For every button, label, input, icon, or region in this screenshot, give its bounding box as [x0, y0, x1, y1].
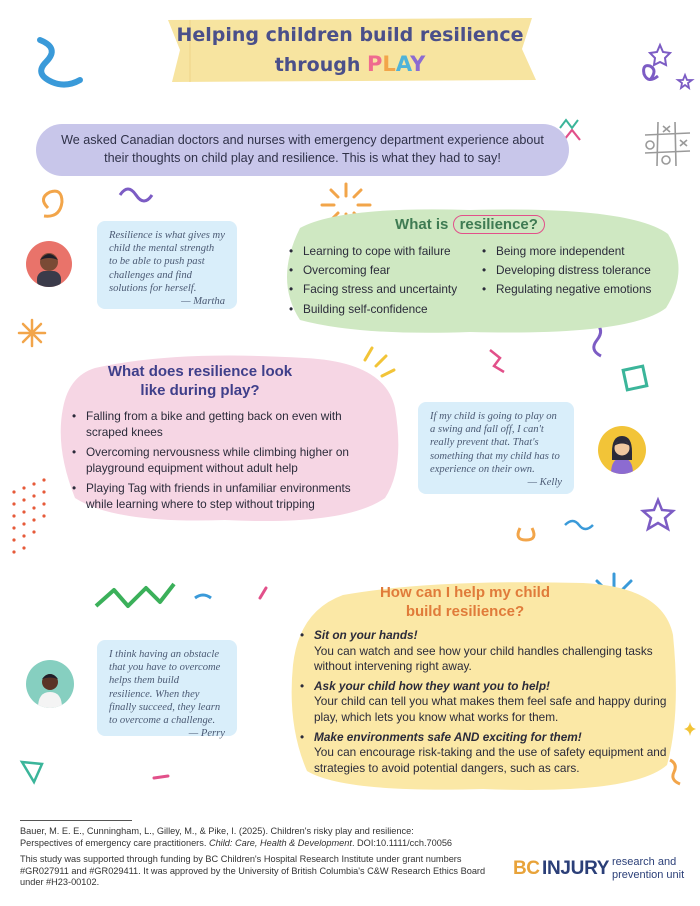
funding-statement: This study was supported through funding by BC Children's Hospital Research Institute under grant numbers #GR027911 and #GR029411. It was approved by the University of British Columbia's C&W Research Ethics Board under #H23-00102. — [20, 854, 486, 888]
help-item-heading: Sit on your hands! — [314, 628, 418, 642]
list-item: • Playing Tag with friends in unfamiliar environments while learning where to step without tripping — [70, 481, 380, 512]
quote-martha-author: — Martha — [181, 296, 225, 308]
list-item — [298, 628, 668, 675]
how-to-help-list — [298, 628, 668, 776]
dash-doodle — [260, 588, 266, 598]
list-item: • Facing stress and uncertainty — [287, 280, 477, 299]
resilience-word: resilience? — [453, 215, 545, 234]
during-play-list — [70, 409, 380, 513]
dash-doodle — [154, 776, 168, 778]
sparkle-doodle — [19, 320, 45, 346]
citation-line-2b: . DOI:10.1111/cch.70056 — [351, 837, 453, 848]
triangle-doodle — [22, 762, 42, 782]
quote-kelly-text: If my child is going to play on a swing and fall off, I can't really prevent that. That's something that my child has to experience on their own. — [430, 411, 560, 475]
quote-perry-author: — Perry — [188, 728, 225, 740]
logo-bc-text: BC — [513, 858, 540, 879]
logo-subtitle-2: prevention unit — [612, 869, 685, 881]
quote-kelly-author: — Kelly — [527, 477, 562, 489]
list-item: • Building self-confidence — [287, 300, 477, 319]
quote-martha — [97, 221, 237, 309]
swirl-doodle — [43, 191, 62, 216]
star-doodle — [650, 45, 670, 65]
help-item-heading: Make environments safe AND exciting for them! — [314, 729, 582, 744]
help-item-body: You can watch and see how your child handles challenging tasks without intervening right away. — [314, 643, 653, 674]
squiggle-doodle — [195, 595, 211, 598]
page-title-line-2 — [160, 52, 540, 76]
list-item: • Regulating negative emotions — [480, 280, 680, 299]
play-letter-l: L — [382, 52, 396, 76]
squiggle-doodle — [565, 521, 593, 529]
how-to-help-title: How can I help my child build resilience? — [379, 584, 551, 620]
list-item: • Developing distress tolerance — [480, 261, 680, 280]
title-through-text: through — [274, 54, 368, 76]
citation-journal: Child: Care, Health & Development — [208, 837, 352, 848]
quote-perry — [97, 640, 237, 740]
squiggle-doodle — [40, 40, 80, 85]
star-doodle — [643, 500, 673, 529]
list-item: • Learning to cope with failure — [287, 242, 477, 261]
citation-line-2a: Perspectives of emergency care practitioners. — [20, 837, 209, 848]
help-item-heading: Ask your child how they want you to help! — [314, 678, 550, 693]
squiggle-doodle — [120, 189, 152, 201]
footer-divider — [20, 820, 132, 821]
help-item-body: You can encourage risk-taking and the use of safety equipment and strategies to avoid potential dangers, such as cars. — [314, 745, 667, 775]
sparkle-doodle — [684, 722, 696, 736]
help-item-body: Your child can tell you what makes them feel safe and happy during play, which lets you know what works for them. — [314, 694, 667, 724]
tic-tac-toe-doodle — [645, 122, 690, 166]
resilience-list-left — [287, 242, 477, 319]
quote-kelly — [418, 402, 574, 494]
what-is-text: What is — [395, 216, 453, 233]
kelly-avatar — [598, 426, 646, 474]
zigzag-doodle — [96, 584, 174, 606]
list-item: • Being more independent — [480, 242, 680, 261]
intro-text: We asked Canadian doctors and nurses with emergency department experience about their thoughts on child play and resilience. This is what they had to say! — [36, 124, 569, 176]
logo-subtitle-1: research and — [612, 856, 677, 868]
list-item: • Overcoming nervousness while climbing higher on playground equipment without adult help — [70, 445, 380, 476]
list-item — [298, 679, 668, 726]
perry-avatar — [26, 660, 74, 708]
what-is-resilience-title — [340, 216, 600, 233]
list-item — [298, 730, 668, 777]
list-item: • Overcoming fear — [287, 261, 477, 280]
bc-injury-logo — [513, 855, 693, 889]
logo-injury-text: INJURY — [542, 858, 610, 879]
title-banner — [160, 14, 540, 84]
during-play-title: What does resilience look like during play? — [107, 363, 293, 399]
list-item: • Falling from a bike and getting back on even with scraped knees — [70, 409, 380, 440]
star-doodle — [678, 75, 692, 88]
martha-avatar — [26, 241, 72, 287]
dots-doodle — [12, 478, 45, 553]
citation — [20, 826, 480, 849]
play-letter-y: Y — [410, 52, 426, 76]
square-doodle — [623, 366, 647, 390]
page-title-line-1: Helping children build resilience — [176, 24, 524, 46]
play-letter-p: P — [367, 52, 383, 76]
resilience-list-right — [480, 242, 680, 300]
citation-line-1: Bauer, M. E. E., Cunningham, L., Gilley, M., & Pike, I. (2025). Children's risky play and resilience: — [20, 826, 414, 836]
zigzag-doodle — [490, 350, 504, 372]
play-letter-a: A — [395, 52, 411, 76]
spiral-doodle — [644, 66, 658, 80]
zigzag-doodle — [560, 120, 578, 128]
quote-perry-text: I think having an obstacle that you have to overcome helps them build resilience. When they finally succeed, they learn to overcome a challenge. — [109, 649, 221, 727]
quote-martha-text: Resilience is what gives my child the mental strength to be able to push past challenges and find solutions for herself. — [109, 230, 225, 294]
squiggle-doodle — [518, 528, 534, 540]
